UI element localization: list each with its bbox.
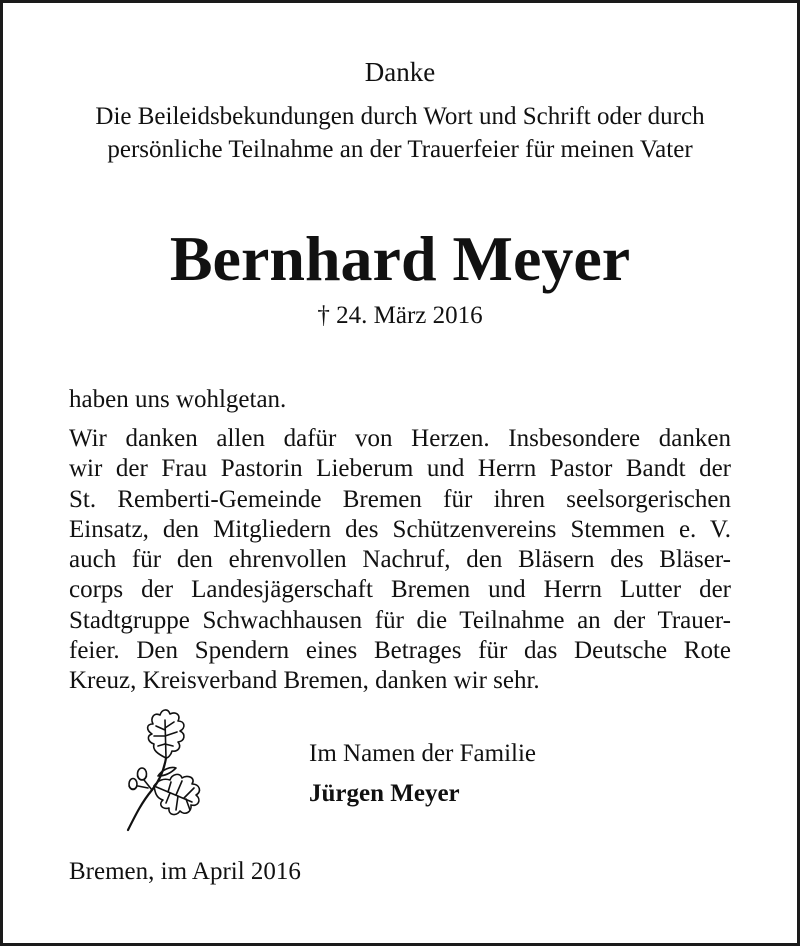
body-line: Stadtgruppe Schwachhausen für die Teilnahme an der Trauer- — [69, 606, 731, 634]
deceased-name: Bernhard Meyer — [169, 223, 631, 294]
body-paragraph — [69, 424, 731, 697]
death-date: † 24. März 2016 — [317, 302, 483, 329]
body-line: Einsatz, den Mitgliedern des Schützenvereins Stemmen e. V. — [69, 515, 731, 543]
intro-line: Die Beileidsbekundungen durch Wort und Schrift oder durch — [95, 103, 705, 130]
oak-leaves-icon — [118, 706, 208, 832]
body-line: wir der Frau Pastorin Lieberum und Herrn Pastor Bandt der — [69, 455, 731, 483]
body-line: St. Remberti-Gemeinde Bremen für ihren seelsorgerischen — [69, 485, 731, 513]
notice-heading: Danke — [364, 57, 436, 87]
body-line: feier. Den Spendern eines Betrages für das Deutsche Rote — [69, 637, 731, 665]
intro-line: persönliche Teilnahme an der Trauerfeier für meinen Vater — [107, 136, 693, 163]
body-line: Kreuz, Kreisverband Bremen, danken wir sehr. — [69, 667, 540, 695]
signature-family-line: Im Namen der Familie — [309, 740, 537, 767]
body-line: corps der Landesjägerschaft Bremen und Herrn Lutter der — [69, 576, 731, 604]
signer-name: Jürgen Meyer — [309, 780, 460, 807]
signature-block — [309, 734, 536, 814]
thanks-phrase: haben uns wohlgetan. — [69, 386, 287, 413]
body-line: Wir danken allen dafür von Herzen. Insbesondere danken — [69, 425, 731, 452]
place-date: Bremen, im April 2016 — [69, 858, 301, 885]
intro-text — [0, 100, 800, 166]
body-line: auch für den ehrenvollen Nachruf, den Bläsern des Bläser- — [69, 546, 731, 574]
